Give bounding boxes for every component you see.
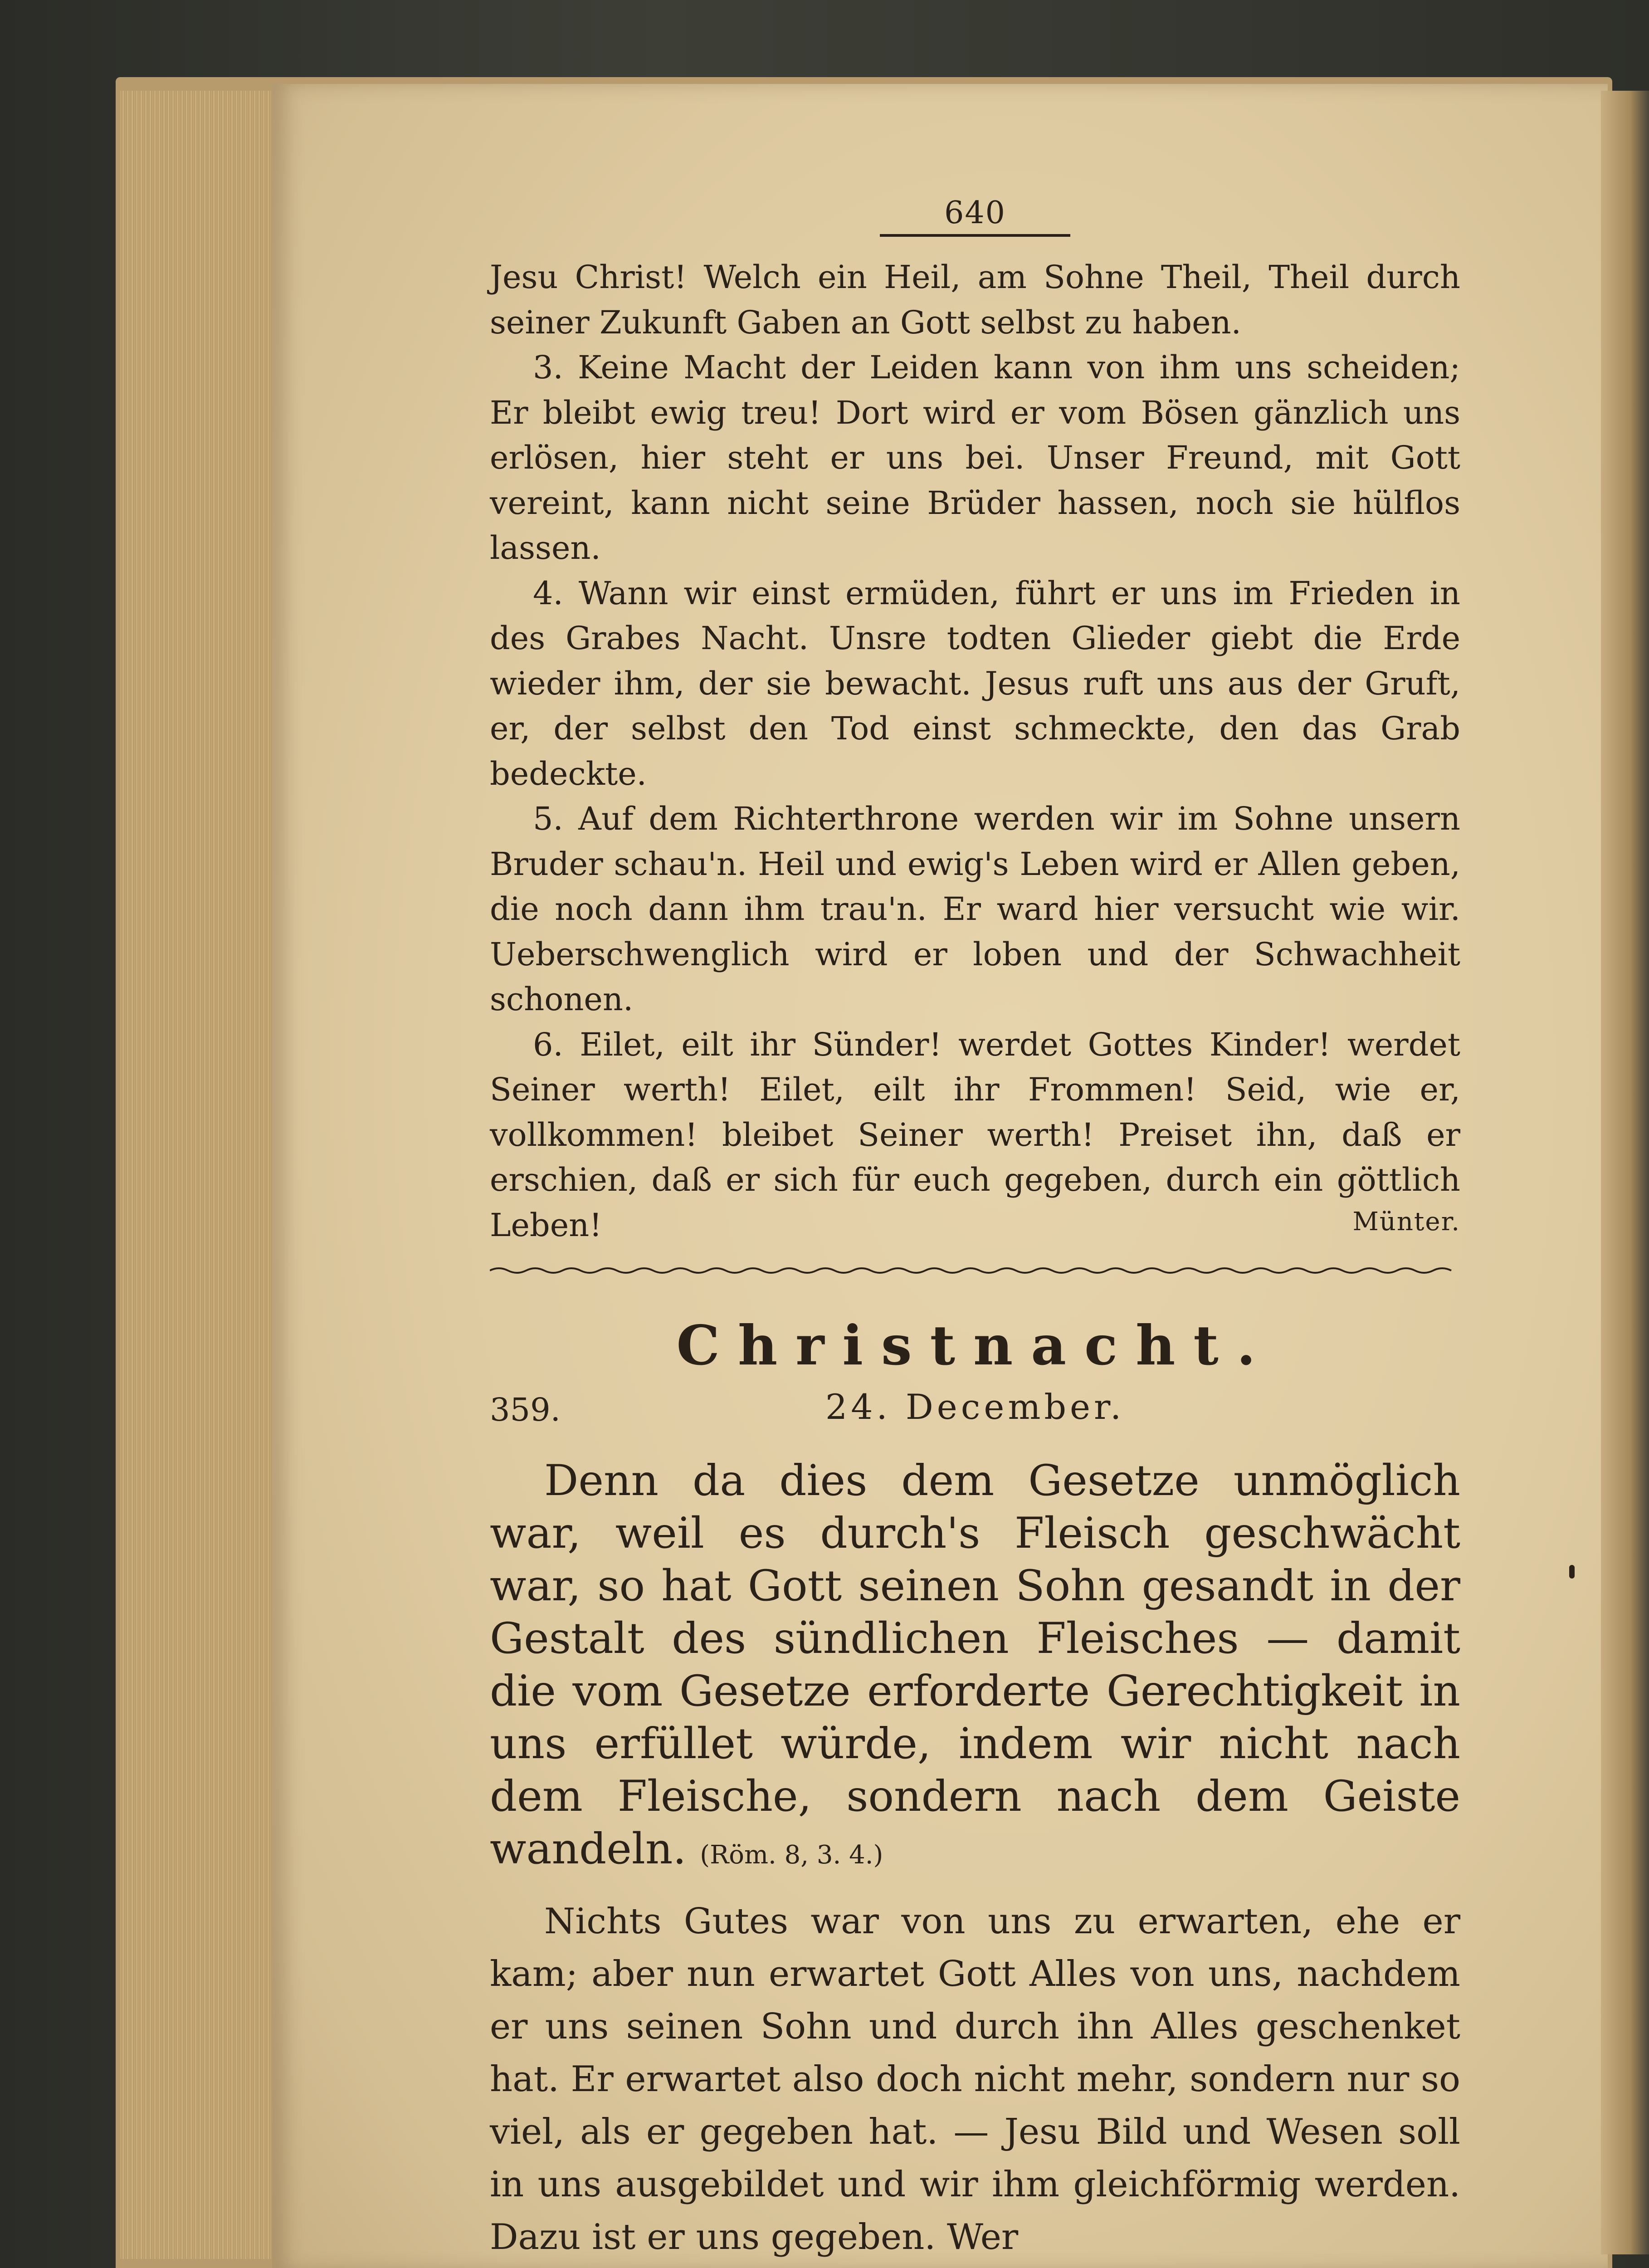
section-title: Christnacht. xyxy=(676,1314,1274,1378)
ink-mark xyxy=(1569,1565,1575,1579)
hymn-continuation xyxy=(490,255,1460,1244)
meditation xyxy=(490,1895,1460,2263)
page-number: 640 xyxy=(944,195,1006,231)
hymn-stanza-4: 4. Wann wir einst ermüden, führt er uns im Frieden in des Grabes Nacht. Unsre todten Glieder giebt die Erde wieder ihm, der sie bewacht. Jesus ruft uns aus der Gruft, er, der selbst den Tod einst schmeckte, den das Grab bedeckte. xyxy=(490,574,1460,792)
hymn-stanza-6: 6. Eilet, eilt ihr Sünder! werdet Gottes Kinder! werdet Seiner werth! Eilet, eilt ihr Frommen! Seid, wie er, vollkommen! bleibet Seiner werth! Preiset ihn, daß er erschien, daß er sich für euch gegeben, durch ein göttlich Leben! xyxy=(490,1026,1460,1244)
entry-header xyxy=(490,1387,1460,1441)
entry-date: 24. December. xyxy=(825,1387,1125,1427)
meditation-text: Nichts Gutes war von uns zu erwarten, ehe er kam; aber nun erwartet Gott Alles von uns, nachdem er uns seinen Sohn und durch ihn Alles geschenket hat. Er erwartet also doch nicht mehr, sondern nur so viel, als er gegeben hat. — Jesu Bild und Wesen soll in uns ausgebildet und wir ihm gleichförmig werden. Dazu ist er uns gegeben. Wer xyxy=(490,1901,1460,2258)
hymn-author: Münter. xyxy=(1352,1207,1460,1237)
scripture-verse xyxy=(490,1455,1460,1882)
facing-page-edge xyxy=(1601,91,1649,2254)
hymn-stanza-3: 3. Keine Macht der Leiden kann von ihm uns scheiden; Er bleibt ewig treu! Dort wird er vom Bösen gänzlich uns erlösen, hier steht er uns bei. Unser Freund, mit Gott vereint, kann nicht seine Brüder hassen, noch sie hülflos lassen. xyxy=(490,349,1460,567)
page-edges xyxy=(120,91,285,2259)
verse-reference: (Röm. 8, 3. 4.) xyxy=(700,1840,883,1870)
entry-number: 359. xyxy=(490,1391,561,1428)
verse-text: Denn da dies dem Gesetze unmöglich war, weil es durch's Fleisch geschwächt war, so hat Gott seinen Sohn gesandt in der Gestalt des sündlichen Fleisches — damit die vom Gesetze erforderte Gerechtigkeit in uns erfüllet würde, indem wir nicht nach dem Fleische, sondern nach dem Geiste wandeln. xyxy=(490,1456,1460,1874)
decorative-wave-divider xyxy=(490,1264,1460,1277)
hymn-stanza-6-block xyxy=(490,1022,1460,1248)
page-content xyxy=(490,195,1460,2263)
hymn-line-1: Jesu Christ! Welch ein Heil, am Sohne Theil, Theil durch seiner Zukunft Gaben an Gott selbst zu haben. xyxy=(490,259,1460,341)
page-number-rule xyxy=(880,234,1070,237)
hymn-stanza-5: 5. Auf dem Richterthrone werden wir im Sohne unsern Bruder schau'n. Heil und ewig's Leben wird er Allen geben, die noch dann ihm trau'n. Er ward hier versucht wie wir. Ueberschwenglich wird er loben und der Schwachheit schonen. xyxy=(490,800,1460,1018)
